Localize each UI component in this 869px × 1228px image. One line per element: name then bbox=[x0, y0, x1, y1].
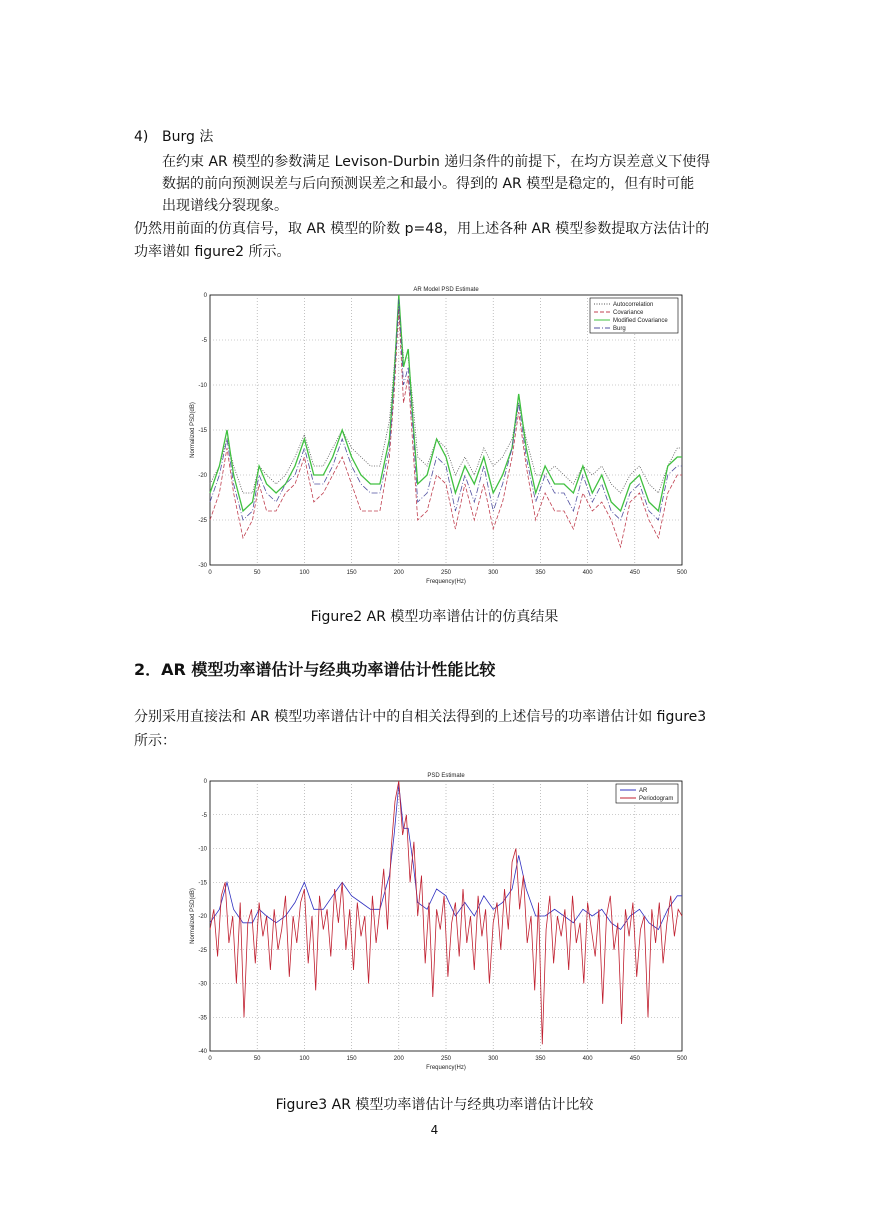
section-title: Burg 法 bbox=[162, 129, 214, 145]
figure2-caption: Figure2 AR 模型功率谱估计的仿真结果 bbox=[310, 609, 559, 625]
section-paragraph-line: 在约束 AR 模型的参数满足 Levison-Durbin 递归条件的前提下，在均方误差意义下使得 bbox=[162, 154, 711, 170]
intro-paragraph-line: 功率谱如 figure2 所示。 bbox=[134, 244, 291, 260]
figure3-caption: Figure3 AR 模型功率谱估计与经典功率谱估计比较 bbox=[275, 1097, 594, 1113]
x-tick-label: 100 bbox=[299, 570, 310, 576]
y-tick-label: -35 bbox=[198, 1015, 207, 1022]
x-tick-label: 500 bbox=[676, 1056, 688, 1062]
y-tick-label: -30 bbox=[198, 981, 207, 988]
x-tick-label: 350 bbox=[535, 570, 546, 576]
y-tick-label: -40 bbox=[198, 1049, 207, 1055]
intro-paragraph-line: 仍然用前面的仿真信号，取 AR 模型的阶数 p=48，用上述各种 AR 模型参数提取方法估计的 bbox=[134, 221, 710, 237]
y-tick-label: 0 bbox=[203, 779, 207, 785]
section2-heading: 2．AR 模型功率谱估计与经典功率谱估计性能比较 bbox=[134, 660, 496, 679]
x-tick-label: 450 bbox=[629, 570, 640, 576]
x-tick-label: 150 bbox=[346, 1056, 357, 1062]
x-tick-label: 0 bbox=[208, 570, 212, 576]
y-tick-label: 0 bbox=[203, 293, 207, 299]
y-tick-label: -10 bbox=[198, 383, 207, 389]
y-tick-label: -20 bbox=[198, 914, 207, 920]
x-tick-label: 200 bbox=[393, 1056, 404, 1062]
section-number: 4) bbox=[134, 129, 149, 145]
x-tick-label: 450 bbox=[629, 1056, 640, 1062]
figure3-chart bbox=[180, 766, 690, 1076]
x-tick-label: 200 bbox=[393, 570, 404, 576]
page-number: 4 bbox=[430, 1123, 439, 1137]
section-paragraph-line: 数据的前向预测误差与后向预测误差之和最小。得到的 AR 模型是稳定的，但有时可能 bbox=[162, 176, 695, 192]
x-axis-label: Frequency(Hz) bbox=[426, 579, 466, 585]
legend-entry: Burg bbox=[613, 326, 626, 332]
y-tick-label: -15 bbox=[198, 880, 207, 887]
y-tick-label: -15 bbox=[198, 428, 207, 434]
y-tick-label: -10 bbox=[198, 846, 207, 853]
x-tick-label: 250 bbox=[440, 1056, 452, 1062]
x-tick-label: 100 bbox=[299, 1056, 310, 1062]
x-tick-label: 350 bbox=[535, 1056, 546, 1062]
x-tick-label: 150 bbox=[346, 570, 357, 576]
legend-entry: Periodogram bbox=[639, 796, 674, 802]
x-tick-label: 50 bbox=[253, 570, 261, 576]
figure2-chart bbox=[180, 280, 690, 590]
x-tick-label: 300 bbox=[488, 570, 499, 576]
y-tick-label: -30 bbox=[198, 563, 207, 569]
x-tick-label: 250 bbox=[440, 570, 452, 576]
legend-entry: Covariance bbox=[613, 310, 644, 316]
y-axis-label: Normalized PSD(dB) bbox=[190, 888, 196, 944]
section2-paragraph-line: 分别采用直接法和 AR 模型功率谱估计中的自相关法得到的上述信号的功率谱估计如 figure3 bbox=[134, 709, 707, 725]
y-axis-label: Normalized PSD(dB) bbox=[190, 402, 196, 458]
y-tick-label: -25 bbox=[198, 518, 207, 524]
y-tick-label: -5 bbox=[201, 812, 207, 819]
legend-entry: Modified Covariance bbox=[613, 318, 668, 324]
x-tick-label: 400 bbox=[582, 1056, 593, 1062]
section-paragraph-line: 出现谱线分裂现象。 bbox=[162, 198, 288, 214]
y-tick-label: -5 bbox=[201, 338, 207, 344]
section2-paragraph-line: 所示： bbox=[134, 733, 176, 749]
x-tick-label: 300 bbox=[488, 1056, 499, 1062]
y-tick-label: -20 bbox=[198, 473, 207, 479]
y-tick-label: -25 bbox=[198, 947, 207, 954]
x-tick-label: 0 bbox=[208, 1056, 212, 1062]
legend-entry: AR bbox=[639, 788, 648, 794]
x-tick-label: 500 bbox=[676, 570, 688, 576]
legend-entry: Autocorrelation bbox=[613, 302, 654, 308]
x-axis-label: Frequency(Hz) bbox=[426, 1065, 466, 1071]
x-tick-label: 50 bbox=[253, 1056, 261, 1062]
chart-title: AR Model PSD Estimate bbox=[413, 287, 479, 293]
x-tick-label: 400 bbox=[582, 570, 593, 576]
chart-title: PSD Estimate bbox=[427, 773, 465, 779]
